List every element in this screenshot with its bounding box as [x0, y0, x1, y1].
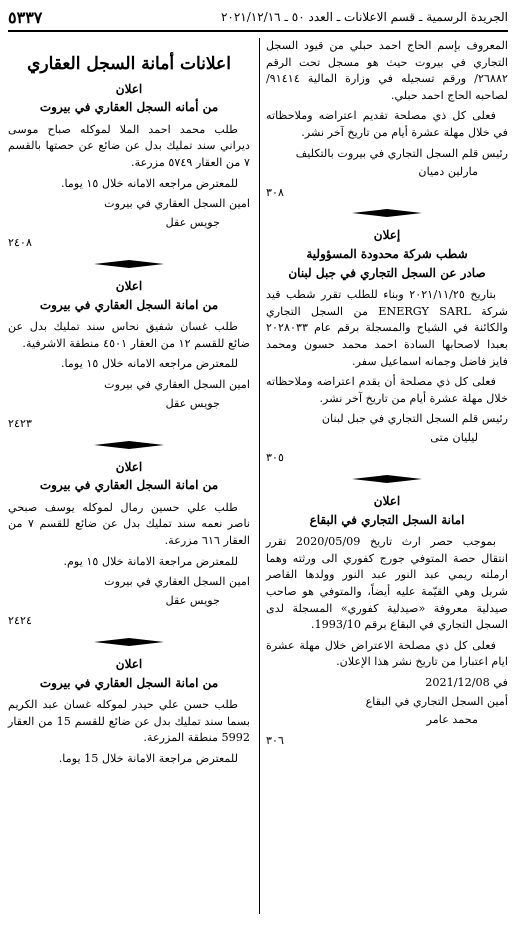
notice-paragraph: طلب غسان شفيق نحاس سند تمليك بدل عن ضائع للقسم ١٢ من العقار ٤٥٠١ منطقة الاشرفية.	[8, 320, 250, 350]
page-header	[8, 6, 508, 28]
land-notice-3	[8, 459, 250, 630]
page-number: ٥٣٣٧	[8, 7, 43, 27]
notice-date: في 2021/12/08	[425, 676, 508, 689]
objection-note: للمعترض مراجعة الامانة خلال ١٥ يوم.	[63, 554, 238, 568]
land-notice-4	[8, 656, 250, 768]
notice-label: اعلان	[373, 494, 401, 509]
land-notice-2	[8, 278, 250, 433]
header-title: الجريدة الرسمية ـ قسم الاعلانات ـ العدد ٥٠ ـ ٢٠٢١/١٢/١٦	[220, 10, 508, 24]
notice-block-3	[266, 493, 508, 749]
separator-ornament	[8, 260, 250, 268]
notice-ref-number: ٣٠٨	[266, 185, 285, 199]
signature-name: ليليان متى	[430, 430, 478, 444]
signature-title: أمين السجل التجاري في البقاع	[365, 694, 508, 708]
notice-title: شطب شركة محدودة المسؤولية	[306, 246, 468, 261]
signature-title: امين السجل العقاري في بيروت	[104, 197, 250, 211]
separator-ornament	[8, 441, 250, 449]
notice-ref-number: ٢٤٠٨	[8, 236, 33, 250]
column-divider	[259, 38, 260, 914]
separator-ornament	[266, 475, 508, 483]
left-column	[8, 38, 250, 772]
signature-title: رئيس قلم السجل التجاري في بيروت بالتكليف	[295, 146, 508, 160]
signature-name: جويس عقل	[165, 396, 220, 410]
separator-ornament	[8, 638, 250, 646]
notice-ref-number: ٣٠٦	[266, 733, 285, 747]
notice-title: من امانة السجل العقاري في بيروت	[39, 675, 219, 690]
notice-paragraph: فعلى كل ذي مصلحة أن يقدم اعتراضه وملاحظاته خلال مهلة عشرة أيام من تاريخ آخر نشر.	[266, 375, 508, 405]
signature-name: مارلين دميان	[418, 165, 478, 179]
notice-title: من امانة السجل العقاري في بيروت	[39, 478, 219, 493]
notice-label: اعلان	[115, 81, 143, 96]
notice-paragraph: طلب محمد احمد الملا لموكله صباح موسى ديراني سند تمليك بدل عن ضائع عن حصتها بالقسم ٧ من العقار ٥٧٤٩ مزرعة.	[8, 122, 250, 169]
notice-ref-number: ٣٠٥	[266, 451, 285, 465]
signature-title: امين السجل العقاري في بيروت	[104, 377, 250, 391]
objection-note: للمعترض مراجعه الامانه خلال ١٥ يوما.	[60, 357, 238, 371]
notice-label: اعلان	[115, 459, 143, 474]
notice-label: اعلان	[115, 657, 143, 672]
right-column	[266, 38, 508, 749]
notice-paragraph: طلب علي حسين رمال لموكله يوسف صبحي ناصر نعمه سند تمليك بدل عن ضائع للقسم ٧ من العقار ٦١٦ مزرعة.	[8, 500, 250, 548]
notice-title: من امانة السجل العقاري في بيروت	[39, 297, 219, 312]
signature-title: امين السجل العقاري في بيروت	[104, 575, 250, 589]
objection-note: للمعترض مراجعة الامانة خلال 15 يوما.	[58, 752, 238, 765]
land-notice-1	[8, 81, 250, 252]
notice-label: إعلان	[373, 228, 401, 243]
notice-ref-number: ٢٤٢٣	[8, 417, 33, 431]
separator-ornament	[266, 209, 508, 217]
notice-paragraph: فعلى كل ذي مصلحة الاعتراض خلال مهلة عشرة ايام اعتبارا من تاريخ نشر هذا الإعلان.	[266, 638, 508, 669]
notice-paragraph: طلب حسن علي حيدر لموكله غسان عبد الكريم بسما سند تمليك بدل عن ضائع للقسم 15 من العقار 5992 منطقة المزرعة.	[8, 698, 250, 745]
section-heading: اعلانات أمانة السجل العقاري	[27, 54, 231, 74]
notice-label: اعلان	[115, 278, 143, 293]
signature-name: محمد عامر	[426, 713, 478, 727]
notice-paragraph: المعروف بإسم الحاج احمد حبلي من قيود السجل التجاري في بيروت حيث هو مسجل تحت الرقم ٢٦٨٨٢/ ورقم تسجيله في وزارة المالية ٩١٤١٤/ لصاحبه الحاج احمد حبلي.	[266, 39, 508, 102]
notice-subtitle: صادر عن السجل التجاري في جبل لبنان	[288, 265, 486, 280]
notice-paragraph: بتاريخ ٢٠٢١/١١/٢٥ وبناء للطلب تقرر شطب قيد شركة ENERGY SARL من السجل التجاري والكائنة في الشياح والمسجلة برقم عام ٢٠٢٨٠٣٣ بعبدا لاصحابها السادة احمد محمد حسون ومحمد فايز فاضل وجمانه اسماعيل سفر.	[266, 288, 508, 368]
notice-paragraph: فعلى كل ذي مصلحة تقديم اعتراضه وملاحظاته في خلال مهلة عشرة أيام من تاريخ آخر نشر.	[266, 109, 508, 139]
notice-block-2	[266, 227, 508, 467]
notice-title: امانة السجل التجاري في البقاع	[309, 512, 465, 527]
notice-title: من أمانه السجل العقاري في بيروت	[39, 100, 219, 115]
signature-name: جويس عقل	[165, 215, 220, 229]
notice-ref-number: ٢٤٢٤	[8, 614, 33, 628]
signature-name: جويس عقل	[165, 593, 220, 607]
notice-block-1	[266, 38, 508, 201]
objection-note: للمعترض مراجعه الامانه خلال ١٥ يوما.	[60, 176, 238, 190]
signature-title: رئيس قلم السجل التجاري في جبل لبنان	[321, 412, 508, 426]
notice-paragraph: بموجب حصر ارث تاريخ 2020/05/09 تقرر انتقال حصة المتوفي جورج كفوري الى ورثته وهما ارملته ريمي عبد النور عبد النور وولدها القاصر شربل وهي القيّمة عليه أيضاً، والمتوفي هو صاحب صيدلية معروفة «صيدلية كفوري» المسجلة لدى السجل التجاري في البقاع برقم 1993/10.	[266, 535, 508, 632]
header-rule	[8, 30, 508, 32]
